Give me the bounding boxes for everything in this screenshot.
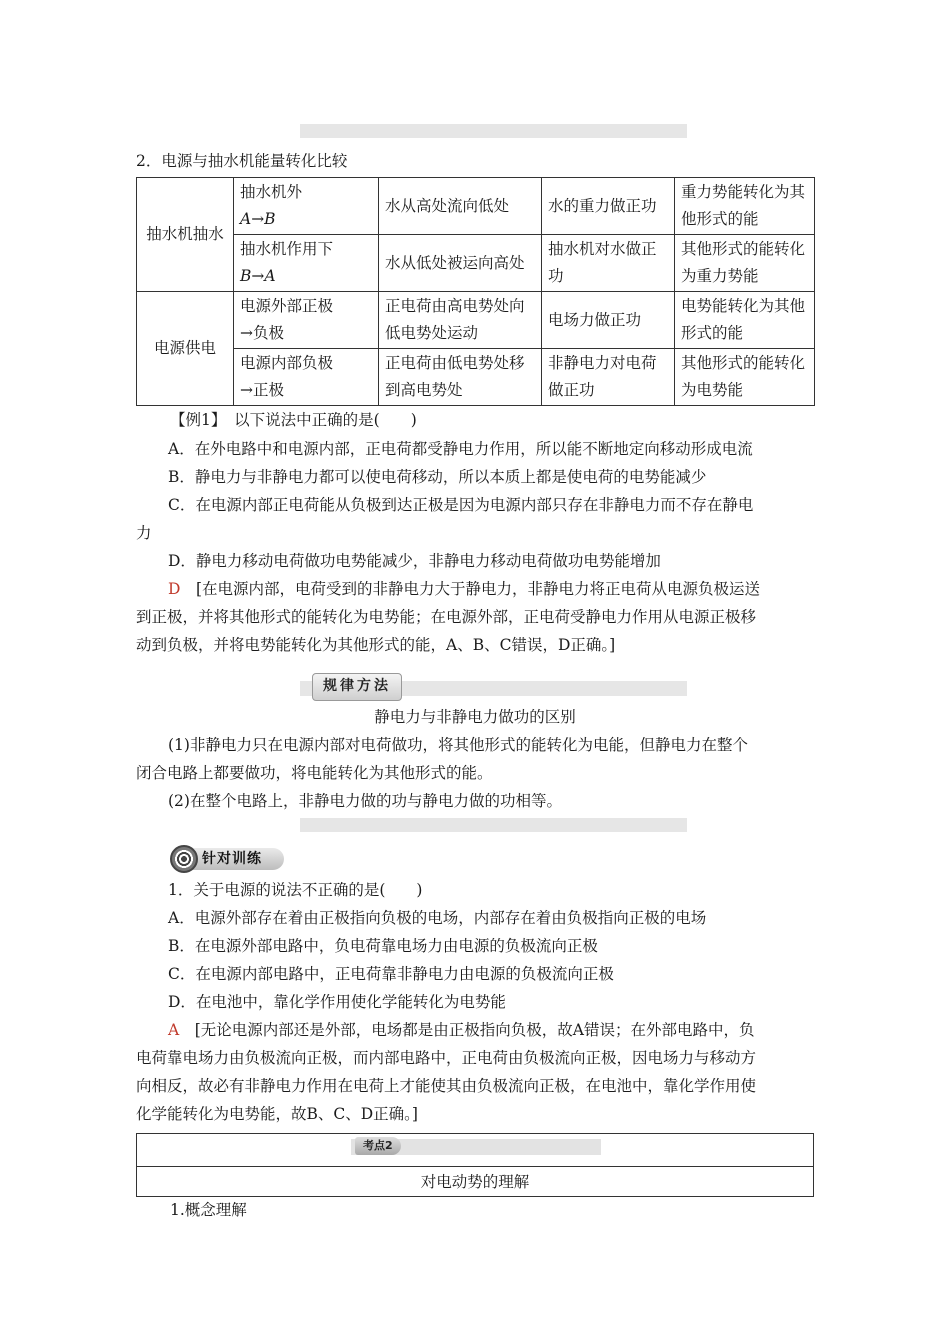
energy-cell: 电势能转化为其他形式的能 [675, 292, 815, 349]
explanation-line: 动到负极，并将电势能转化为其他形式的能，A、B、C错误，D正确。] [136, 636, 616, 654]
category-cell: 电源供电 [137, 292, 234, 406]
process-cell: 电源外部正极 →负极 [234, 292, 379, 349]
process-cell: 抽水机外 A→B [234, 178, 379, 235]
work-cell: 抽水机对水做正功 [542, 235, 675, 292]
kaodian-title: 对电动势的理解 [420, 1173, 530, 1191]
training-banner [170, 845, 288, 873]
answer-letter: D [168, 580, 181, 598]
table-row [137, 178, 815, 235]
option-c: C．在电源内部正电荷能从负极到达正极是因为电源内部只存在非静电力而不存在静电 [168, 496, 754, 514]
explanation-line: 化学能转化为电势能，故B、C、D正确。] [136, 1105, 418, 1123]
option-c: C．在电源内部电路中，正电荷靠非静电力由电源的负极流向正极 [168, 965, 614, 983]
option-b: B．静电力与非静电力都可以使电荷移动，所以本质上都是使电荷的电势能减少 [168, 468, 707, 486]
table-row [137, 235, 815, 292]
comparison-table [136, 177, 815, 406]
process-cell: 电源内部负极 →正极 [234, 349, 379, 406]
section-title: 2．电源与抽水机能量转化比较 [136, 152, 348, 170]
option-b: B．在电源外部电路中，负电荷靠电场力由电源的负极流向正极 [168, 937, 598, 955]
description-cell: 水从高处流向低处 [379, 178, 542, 235]
method-point-1: (1)非静电力只在电源内部对电荷做功，将其他形式的能转化为电能，但静电力在整个 [168, 736, 748, 754]
method-title: 静电力与非静电力做功的区别 [374, 708, 576, 726]
answer-explanation: A [无论电源内部还是外部，电场都是由正极指向负极，故A错误；在外部电路中，负 [168, 1021, 755, 1039]
process-cell: 抽水机作用下 B→A [234, 235, 379, 292]
answer-explanation: D [在电源内部，电荷受到的非静电力大于静电力，非静电力将正电荷从电源负极运送 [168, 580, 761, 598]
method-banner-label: 规律方法 [312, 673, 402, 701]
training-banner-label: 针对训练 [192, 848, 284, 870]
example-question: 【例1】 以下说法中正确的是( ) [170, 411, 417, 429]
section-divider-bar [300, 124, 687, 138]
work-cell: 电场力做正功 [542, 292, 675, 349]
target-icon [170, 845, 198, 873]
concept-heading: 1.概念理解 [170, 1201, 247, 1219]
training-question: 1．关于电源的说法不正确的是( ) [168, 881, 423, 899]
table-row [137, 349, 815, 406]
option-d: D．在电池中，靠化学作用使化学能转化为电势能 [168, 993, 506, 1011]
table-row [137, 292, 815, 349]
description-cell: 水从低处被运向高处 [379, 235, 542, 292]
method-point-1-cont: 闭合电路上都要做功，将电能转化为其他形式的能。 [136, 764, 493, 782]
energy-cell: 其他形式的能转化为重力势能 [675, 235, 815, 292]
kaodian-tag: 考点2 [351, 1139, 601, 1155]
option-a: A．电源外部存在着由正极指向负极的电场，内部存在着由负极指向正极的电场 [168, 909, 707, 927]
category-cell: 抽水机抽水 [137, 178, 234, 292]
option-d: D．静电力移动电荷做功电势能减少，非静电力移动电荷做功电势能增加 [168, 552, 661, 570]
description-cell: 正电荷由低电势处移到高电势处 [379, 349, 542, 406]
work-cell: 水的重力做正功 [542, 178, 675, 235]
work-cell: 非静电力对电荷做正功 [542, 349, 675, 406]
section-divider-bar [300, 818, 687, 832]
answer-letter: A [168, 1021, 180, 1039]
energy-cell: 重力势能转化为其他形式的能 [675, 178, 815, 235]
energy-cell: 其他形式的能转化为电势能 [675, 349, 815, 406]
explanation-line: 到正极，并将其他形式的能转化为电势能；在电源外部，正电荷受静电力作用从电源正极移 [136, 608, 757, 626]
kaodian-box [136, 1133, 814, 1197]
explanation-line: 电荷靠电场力由负极流向正极，而内部电路中，正电荷由负极流向正极，因电场力与移动方 [136, 1049, 757, 1067]
method-banner [300, 678, 687, 696]
option-a: A．在外电路中和电源内部，正电荷都受静电力作用，所以能不断地定向移动形成电流 [168, 440, 753, 458]
explanation-line: 向相反，故必有非静电力作用在电荷上才能使其由负极流向正极，在电池中，靠化学作用使 [136, 1077, 757, 1095]
kaodian-tag-row [137, 1134, 813, 1167]
option-c-cont: 力 [136, 524, 152, 542]
description-cell: 正电荷由高电势处向低电势处运动 [379, 292, 542, 349]
method-point-2: (2)在整个电路上，非静电力做的功与静电力做的功相等。 [168, 792, 562, 810]
